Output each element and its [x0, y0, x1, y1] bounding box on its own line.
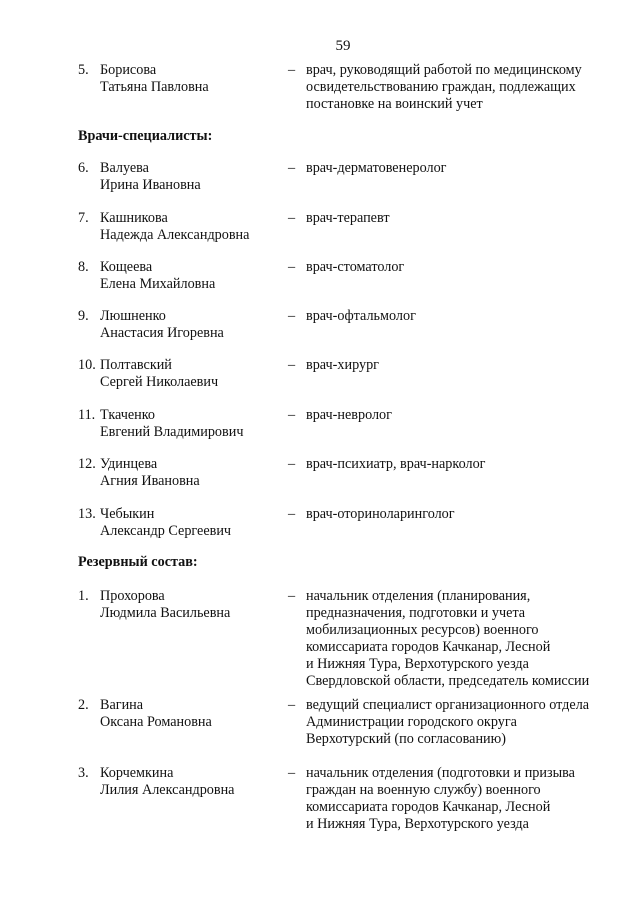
dash-separator: –	[288, 765, 296, 781]
member-role-line: начальник отделения (планирования,	[306, 588, 531, 604]
member-role-line: врач-хирург	[306, 357, 379, 373]
section-heading: Резервный состав:	[78, 554, 198, 570]
member-name-line: Удинцева	[100, 456, 158, 472]
member-role	[306, 588, 626, 690]
member-name	[100, 210, 285, 244]
member-role	[306, 357, 626, 374]
member-name-line: Валуева	[100, 160, 149, 176]
member-role	[306, 210, 626, 227]
member-name-line: Александр Сергеевич	[100, 523, 232, 539]
member-role-line: врач-офтальмолог	[306, 308, 416, 324]
dash-separator: –	[288, 456, 296, 472]
member-name-line: Евгений Владимирович	[100, 424, 244, 440]
dash-separator: –	[288, 62, 296, 78]
member-name-line: Оксана Романовна	[100, 714, 212, 730]
dash-separator: –	[288, 697, 296, 713]
entry-number: 12.	[78, 456, 96, 472]
member-role-line: комиссариата городов Качканар, Лесной	[306, 799, 551, 815]
entry-number: 3.	[78, 765, 89, 781]
member-role-line: врач-терапевт	[306, 210, 390, 226]
member-role-line: начальник отделения (подготовки и призыва	[306, 765, 575, 781]
member-role-line: врач, руководящий работой по медицинскому	[306, 62, 582, 78]
entry-number: 9.	[78, 308, 89, 324]
member-role-line: врач-оториноларинголог	[306, 506, 455, 522]
member-name-line: Кашникова	[100, 210, 168, 226]
member-role-line: Свердловской области, председатель комиссии	[306, 673, 590, 689]
member-name-line: Надежда Александровна	[100, 227, 250, 243]
entry-number: 2.	[78, 697, 89, 713]
member-role	[306, 160, 626, 177]
member-role-line: врач-невролог	[306, 407, 392, 423]
member-name-line: Лилия Александровна	[100, 782, 235, 798]
entry-number: 8.	[78, 259, 89, 275]
member-role-line: граждан на военную службу) военного	[306, 782, 541, 798]
member-role	[306, 62, 626, 113]
member-role-line: комиссариата городов Качканар, Лесной	[306, 639, 551, 655]
member-role-line: и Нижняя Тура, Верхотурского уезда	[306, 656, 529, 672]
member-name	[100, 259, 285, 293]
member-name-line: Люшненко	[100, 308, 166, 324]
dash-separator: –	[288, 308, 296, 324]
member-name	[100, 160, 285, 194]
entry-number: 7.	[78, 210, 89, 226]
member-name	[100, 407, 285, 441]
member-name-line: Сергей Николаевич	[100, 374, 219, 390]
member-role-line: врач-дерматовенеролог	[306, 160, 447, 176]
section-heading: Врачи-специалисты:	[78, 128, 213, 144]
member-role-line: врач-стоматолог	[306, 259, 405, 275]
member-role-line: Верхотурский (по согласованию)	[306, 731, 506, 747]
member-role	[306, 407, 626, 424]
member-role-line: Администрации городского округа	[306, 714, 517, 730]
member-role-line: постановке на воинский учет	[306, 96, 483, 112]
member-name	[100, 697, 285, 731]
entry-number: 10.	[78, 357, 96, 373]
member-name-line: Елена Михайловна	[100, 276, 216, 292]
dash-separator: –	[288, 506, 296, 522]
member-role	[306, 308, 626, 325]
member-role	[306, 506, 626, 523]
member-name-line: Вагина	[100, 697, 144, 713]
dash-separator: –	[288, 357, 296, 373]
page-number: 59	[335, 38, 351, 54]
member-name	[100, 456, 285, 490]
member-role-line: врач-психиатр, врач-нарколог	[306, 456, 486, 472]
member-name-line: Ирина Ивановна	[100, 177, 201, 193]
entry-number: 11.	[78, 407, 96, 423]
member-name	[100, 308, 285, 342]
member-name-line: Ткаченко	[100, 407, 156, 423]
member-role-line: предназначения, подготовки и учета	[306, 605, 526, 621]
member-name-line: Людмила Васильевна	[100, 605, 231, 621]
member-role	[306, 697, 626, 748]
member-name	[100, 765, 285, 799]
member-role	[306, 259, 626, 276]
member-name-line: Прохорова	[100, 588, 165, 604]
member-name	[100, 506, 285, 540]
member-name-line: Кощеева	[100, 259, 153, 275]
member-name-line: Чебыкин	[100, 506, 155, 522]
entry-number: 6.	[78, 160, 89, 176]
entry-number: 1.	[78, 588, 89, 604]
member-name-line: Корчемкина	[100, 765, 174, 781]
dash-separator: –	[288, 588, 296, 604]
member-name	[100, 588, 285, 622]
member-role-line: освидетельствованию граждан, подлежащих	[306, 79, 576, 95]
dash-separator: –	[288, 160, 296, 176]
member-role	[306, 765, 626, 833]
member-role-line: ведущий специалист организационного отдела	[306, 697, 590, 713]
member-role	[306, 456, 626, 473]
member-name	[100, 357, 285, 391]
dash-separator: –	[288, 407, 296, 423]
member-role-line: мобилизационных ресурсов) военного	[306, 622, 539, 638]
member-role-line: и Нижняя Тура, Верхотурского уезда	[306, 816, 529, 832]
entry-number: 5.	[78, 62, 89, 78]
entry-number: 13.	[78, 506, 96, 522]
member-name	[100, 62, 285, 96]
member-name-line: Анастасия Игоревна	[100, 325, 224, 341]
member-name-line: Агния Ивановна	[100, 473, 200, 489]
dash-separator: –	[288, 259, 296, 275]
member-name-line: Татьяна Павловна	[100, 79, 209, 95]
member-name-line: Борисова	[100, 62, 157, 78]
dash-separator: –	[288, 210, 296, 226]
member-name-line: Полтавский	[100, 357, 172, 373]
